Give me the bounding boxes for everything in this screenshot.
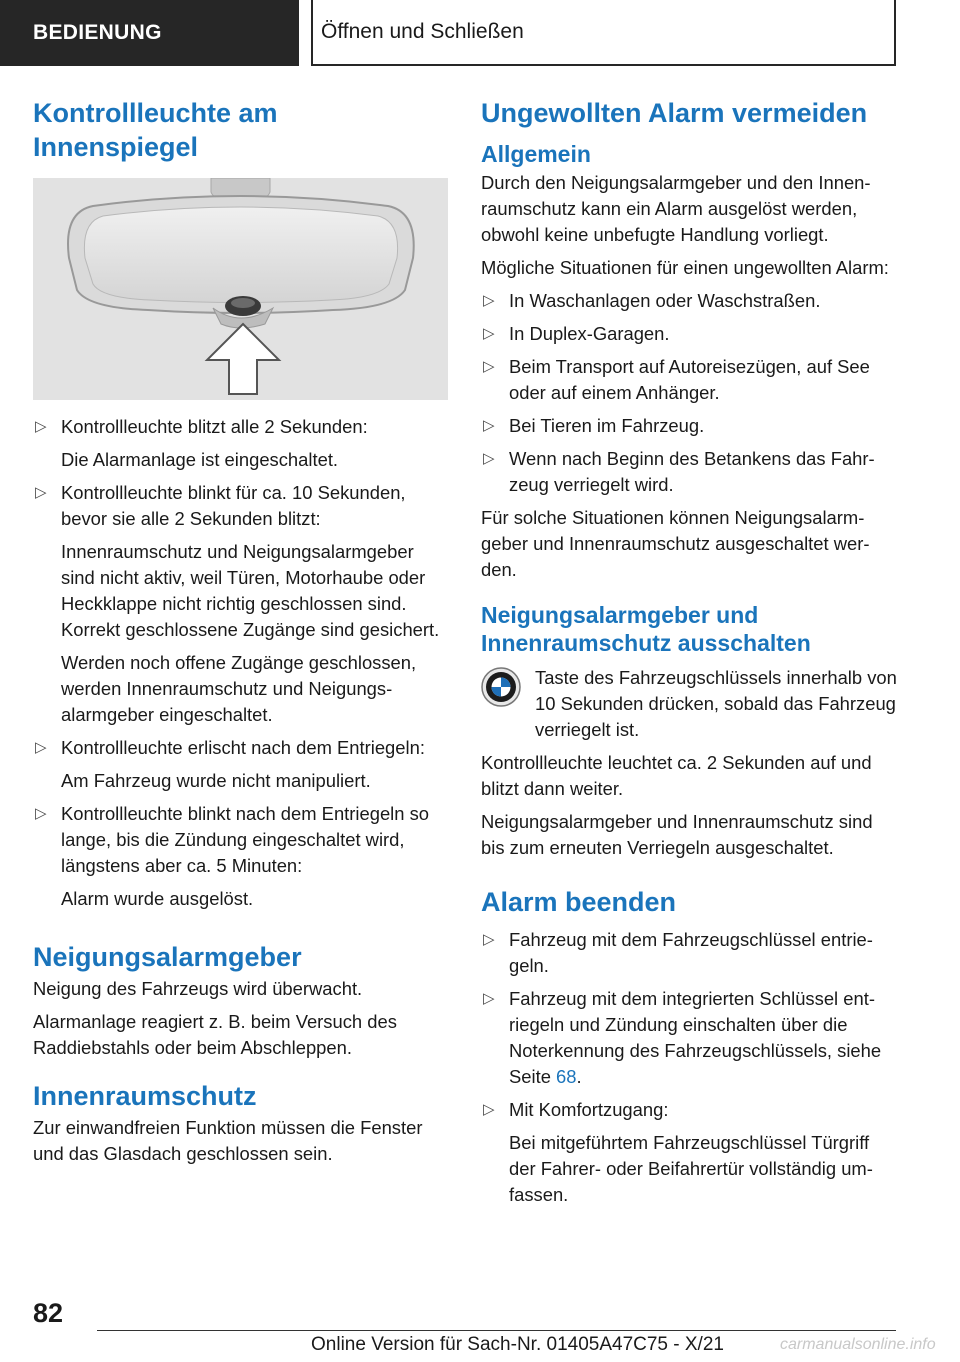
triangle-right-icon: ▷	[35, 739, 47, 756]
heading-mirror-indicator: Kontrollleuchte am Innenspiegel	[33, 98, 278, 162]
left-column	[33, 96, 448, 1174]
page-header	[0, 0, 960, 66]
chapter-title: Öffnen und Schließen	[311, 0, 896, 66]
paragraph: Neigung des Fahrzeugs wird überwacht.	[33, 978, 363, 999]
triangle-right-icon: ▷	[483, 1101, 495, 1118]
right-column	[481, 96, 897, 1215]
page-link[interactable]: 68	[556, 1066, 577, 1087]
list-item: ▷ Fahrzeug mit dem Fahrzeugschlüssel entriegeln.	[483, 929, 873, 976]
paragraph: Neigungsalarmgeber und Innenraumschutz sind bis zum erneuten Verriegeln ausgeschaltet.	[481, 811, 873, 858]
heading-general: Allgemein	[481, 141, 591, 167]
paragraph: Zur einwandfreien Funktion müssen die Fenster und das Glasdach geschlossen sein.	[33, 1117, 423, 1164]
triangle-right-icon: ▷	[483, 358, 495, 375]
heading-switch-off: Neigungsalarmgeber und Innenraumschutz ausschalten	[481, 602, 811, 656]
triangle-right-icon: ▷	[483, 417, 495, 434]
heading-avoid-alarm: Ungewollten Alarm vermeiden	[481, 98, 868, 128]
page-number: 82	[33, 1298, 64, 1328]
paragraph: Durch den Neigungsalarmgeber und den Innenraumschutz kann ein Alarm ausgelöst werden, obwohl keine unbefugte Handlung vorliegt.	[481, 172, 871, 245]
triangle-right-icon: ▷	[483, 931, 495, 948]
list-item: ▷ Kontrollleuchte erlischt nach dem Entriegeln: Am Fahrzeug wurde nicht manipuliert.	[35, 737, 425, 791]
online-version-text: Online Version für Sach-Nr. 01405A47C75 - X/21	[311, 1334, 724, 1355]
paragraph: Mögliche Situationen für einen ungewollten Alarm:	[481, 257, 889, 278]
mirror-illustration	[33, 178, 448, 400]
triangle-right-icon: ▷	[483, 325, 495, 342]
list-item: ▷ Kontrollleuchte blitzt alle 2 Sekunden: Die Alarmanlage ist eingeschaltet.	[35, 416, 368, 470]
triangle-right-icon: ▷	[483, 990, 495, 1007]
list-item: ▷ In Waschanlagen oder Waschstraßen.	[481, 288, 897, 314]
indicator-list	[33, 414, 448, 912]
list-item: ▷ Mit Komfortzugang: Bei mitgeführtem Fahrzeugschlüssel Türgriff der Fahrer- oder Beifahrertür vollständig umfassen.	[483, 1099, 873, 1205]
triangle-right-icon: ▷	[35, 418, 47, 435]
heading-end-alarm: Alarm beenden	[481, 887, 677, 917]
list-item: ▷ In Duplex-Garagen.	[481, 321, 897, 347]
triangle-right-icon: ▷	[35, 805, 47, 822]
list-item: ▷ Kontrollleuchte blinkt für ca. 10 Sekunden, bevor sie alle 2 Sekunden blitzt: Innenraumschutz und Neigungsalarmgeber sind nicht aktiv, weil Türen, Motorhaube oder Heckklappe nicht richtig geschlossen sind. Korrekt geschlossene Zugänge sind gesichert. Werden noch offene Zugänge geschlossen, werden Innenraumschutz und Neigungsalarmgeber eingeschaltet.	[35, 482, 440, 725]
paragraph: Kontrollleuchte leuchtet ca. 2 Sekunden auf und blitzt dann weiter.	[481, 752, 872, 799]
section-title: BEDIENUNG	[0, 0, 299, 66]
situation-list	[481, 288, 897, 498]
list-item: ▷ Fahrzeug mit dem integrierten Schlüssel entriegeln und Zündung einschalten über die Noterkennung des Fahrzeugschlüssels, siehe Seite 68.	[483, 988, 882, 1087]
paragraph: Alarmanlage reagiert z. B. beim Versuch des Raddiebstahls oder beim Abschleppen.	[33, 1011, 397, 1058]
list-item: ▷ Kontrollleuchte blinkt nach dem Entriegeln so lange, bis die Zündung eingeschaltet wird, längstens aber ca. 5 Minuten: Alarm wurde ausgelöst.	[35, 803, 430, 909]
paragraph: Für solche Situationen können Neigungsalarmgeber und Innenraumschutz ausgeschaltet werden.	[481, 507, 870, 580]
list-item: ▷ Beim Transport auf Autoreisezügen, auf See oder auf einem Anhänger.	[483, 356, 870, 403]
heading-interior-protection: Innenraumschutz	[33, 1081, 257, 1111]
triangle-right-icon: ▷	[483, 450, 495, 467]
key-instruction: Taste des Fahrzeugschlüssels innerhalb von 10 Sekunden drücken, sobald das Fahrzeug verriegelt ist.	[481, 665, 897, 743]
triangle-right-icon: ▷	[35, 484, 47, 501]
watermark: carmanualsonline.info	[780, 1336, 936, 1353]
footer-divider	[97, 1330, 896, 1331]
list-item: ▷ Bei Tieren im Fahrzeug.	[481, 413, 897, 439]
triangle-right-icon: ▷	[483, 292, 495, 309]
end-alarm-list	[481, 927, 897, 1208]
bmw-key-button-icon	[481, 667, 521, 707]
list-item: ▷ Wenn nach Beginn des Betankens das Fahrzeug verriegelt wird.	[483, 448, 875, 495]
heading-tilt-sensor: Neigungsalarmgeber	[33, 942, 302, 972]
